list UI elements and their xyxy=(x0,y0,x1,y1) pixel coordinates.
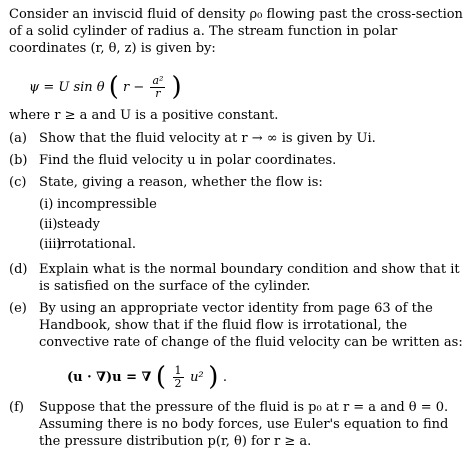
part-label: (f) xyxy=(9,400,24,415)
problem-document xyxy=(9,6,467,455)
fraction-denominator: 2 xyxy=(174,377,182,390)
part-c-sub-iii xyxy=(9,236,467,253)
part-f xyxy=(9,399,467,450)
part-text: Suppose that the pressure of the fluid is p₀ at r = a and θ = 0. Assuming there is no body forces, use Euler's equation to find the pressure distribution p(r, θ) for r ≥ a. xyxy=(39,400,449,449)
part-text: Show that the fluid velocity at r → ∞ is given by Ui. xyxy=(39,131,376,146)
equation-end: . xyxy=(222,370,228,385)
fraction-numerator: 1 xyxy=(174,364,182,377)
part-label: (c) xyxy=(9,175,27,190)
part-d xyxy=(9,261,467,295)
sub-label: (i) xyxy=(39,197,54,212)
right-paren: ) xyxy=(171,72,182,102)
fraction-numerator: a² xyxy=(152,74,164,87)
part-text: State, giving a reason, whether the flow is: xyxy=(39,175,323,190)
equation-inner: r − xyxy=(123,80,145,95)
stream-function-equation xyxy=(29,67,467,101)
part-text: Find the fluid velocity u in polar coordinates. xyxy=(39,153,337,168)
sub-text: irrotational. xyxy=(57,237,137,252)
part-c-sub-i xyxy=(9,196,467,213)
sub-text: steady xyxy=(57,217,101,232)
fraction-denominator: r xyxy=(155,87,161,100)
where-clause: where r ≥ a and U is a positive constant. xyxy=(9,108,279,123)
part-text: Explain what is the normal boundary condition and show that it is satisfied on the surface of the cylinder. xyxy=(39,262,460,294)
part-label: (b) xyxy=(9,153,28,168)
part-c xyxy=(9,174,467,191)
problem-intro: Consider an inviscid fluid of density ρ₀ flowing past the cross-section of a solid cylinder of radius a. The stream function in polar coordinates (r, θ, z) is given by: xyxy=(9,7,463,56)
part-label: (d) xyxy=(9,262,28,277)
sub-text: incompressible xyxy=(57,197,157,212)
part-label: (a) xyxy=(9,131,27,146)
equation-tail: u² xyxy=(190,370,204,385)
left-paren: ( xyxy=(108,72,119,102)
equation-fraction xyxy=(173,365,184,390)
part-b xyxy=(9,152,467,169)
sub-label: (ii) xyxy=(39,217,58,232)
equation-fraction xyxy=(150,75,165,100)
equation-lhs: ψ = U sin θ xyxy=(29,80,105,95)
sub-label: (iii) xyxy=(39,237,62,252)
right-paren: ) xyxy=(208,362,219,392)
equation-lhs: (u · ∇)u = ∇ xyxy=(67,370,152,385)
part-e xyxy=(9,300,467,351)
part-label: (e) xyxy=(9,301,27,316)
convective-equation xyxy=(67,359,467,392)
part-text: By using an appropriate vector identity from page 63 of the Handbook, show that if the fluid flow is irrotational, the convective rate of change of the fluid velocity can be written as: xyxy=(39,301,463,350)
part-c-sub-ii xyxy=(9,216,467,233)
part-a xyxy=(9,130,467,147)
left-paren: ( xyxy=(155,362,166,392)
